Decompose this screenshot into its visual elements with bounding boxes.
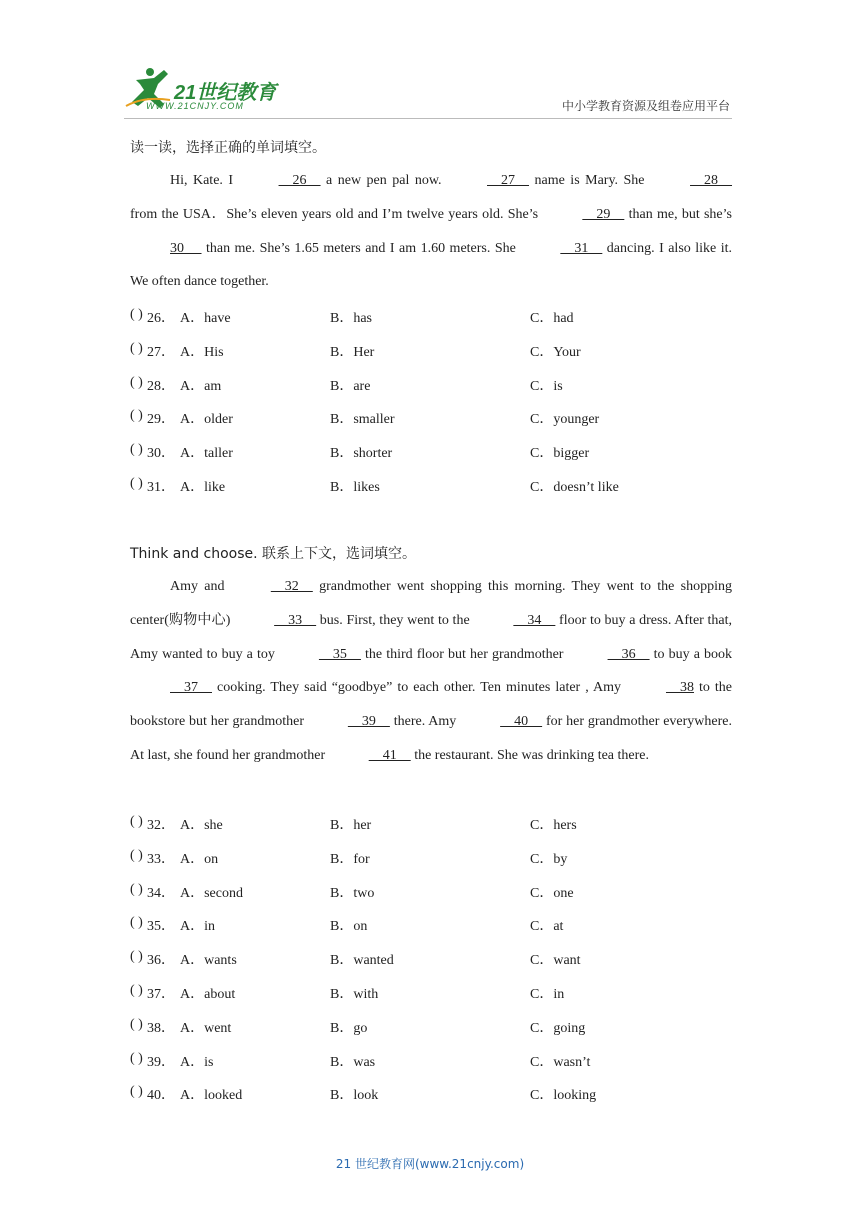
answer-paren: ( ) xyxy=(130,442,143,458)
answer-blank: 35 xyxy=(318,646,361,662)
question-number: 38． xyxy=(147,1020,175,1036)
answer-paren: ( ) xyxy=(130,949,143,965)
passage-text: to the bookstore but her grandmother xyxy=(130,680,733,730)
option-b: B．look xyxy=(330,1088,379,1104)
question-number: 40． xyxy=(147,1088,175,1104)
option-a: A．am xyxy=(180,378,222,394)
option-b: B．shorter xyxy=(330,446,393,462)
option-b: B．likes xyxy=(330,480,380,495)
header-platform-text: 中小学教育资源及组卷应用平台 xyxy=(561,99,730,113)
question-number: 27． xyxy=(147,344,175,360)
answer-paren: ( ) xyxy=(130,340,143,356)
option-b: B．wanted xyxy=(330,953,394,969)
passage-text: than me, but she’s xyxy=(624,206,732,222)
answer-paren: ( ) xyxy=(130,881,143,897)
question-number: 32． xyxy=(147,818,175,833)
option-a: A．taller xyxy=(180,446,233,462)
answer-paren: ( ) xyxy=(130,408,143,424)
option-c: C．want xyxy=(530,953,581,969)
answer-blank: 38 xyxy=(665,680,694,696)
question-row xyxy=(130,983,732,1003)
passage-text: grandmother went shopping this morning. They went to the shopping center(购物中心) xyxy=(130,579,732,628)
option-a: A．have xyxy=(180,311,231,326)
question-row xyxy=(130,1084,732,1104)
answer-paren: ( ) xyxy=(130,307,143,322)
option-c: C．bigger xyxy=(530,446,590,462)
option-c: C．going xyxy=(530,1020,586,1036)
option-b: B．Her xyxy=(330,344,375,360)
answer-blank: 26 xyxy=(278,173,321,188)
option-c: C．wasn’t xyxy=(530,1054,591,1070)
option-c: C．younger xyxy=(530,412,600,428)
question-row xyxy=(130,442,732,462)
question-row xyxy=(130,307,732,327)
question-number: 30． xyxy=(147,446,175,462)
question-row xyxy=(130,341,732,361)
logo-title: 21世纪教育 xyxy=(174,82,277,104)
question-number: 37． xyxy=(147,987,175,1002)
option-c: C．Your xyxy=(530,344,581,360)
answer-paren: ( ) xyxy=(130,476,143,491)
option-b: B．was xyxy=(330,1054,376,1070)
question-row xyxy=(130,1051,732,1071)
passage-text: Amy and xyxy=(170,579,231,594)
option-a: A．went xyxy=(180,1020,232,1036)
option-a: A．about xyxy=(180,987,236,1002)
header-divider xyxy=(124,118,732,119)
answer-blank: 31 xyxy=(560,240,603,256)
site-logo xyxy=(124,66,294,116)
answer-paren: ( ) xyxy=(130,915,143,931)
section1-instruction: 读一读，选择正确的单词填空。 xyxy=(130,140,326,156)
question-number: 39． xyxy=(147,1054,175,1070)
answer-blank: 37 xyxy=(170,680,212,696)
question-row xyxy=(130,1017,732,1037)
option-b: B．for xyxy=(330,851,370,867)
option-c: C．in xyxy=(530,987,565,1002)
option-b: B．with xyxy=(330,987,379,1002)
question-row xyxy=(130,814,732,834)
question-number: 34． xyxy=(147,885,175,901)
option-a: A．second xyxy=(180,885,243,901)
answer-blank: 29 xyxy=(582,206,625,222)
option-a: A．wants xyxy=(180,953,237,969)
option-b: B．two xyxy=(330,885,375,901)
question-row xyxy=(130,375,732,395)
answer-blank: 32 xyxy=(270,579,313,594)
passage-text: dancing. I also like it. We often dance together. xyxy=(130,240,732,290)
option-b: B．has xyxy=(330,311,372,326)
option-c: C．one xyxy=(530,885,574,901)
section1-passage xyxy=(130,164,732,299)
answer-paren: ( ) xyxy=(130,1016,143,1032)
question-number: 29． xyxy=(147,412,175,428)
option-b: B．on xyxy=(330,919,368,935)
option-b: B．smaller xyxy=(330,412,395,428)
option-c: C．doesn’t like xyxy=(530,480,619,495)
option-a: A．like xyxy=(180,480,226,495)
option-c: C．by xyxy=(530,851,568,867)
option-a: A．His xyxy=(180,344,224,360)
option-a: A．in xyxy=(180,919,215,935)
option-c: C．had xyxy=(530,311,574,326)
option-b: B．go xyxy=(330,1020,368,1036)
passage-text: there. Amy xyxy=(389,714,461,730)
question-number: 35． xyxy=(147,919,175,935)
answer-paren: ( ) xyxy=(130,1084,143,1100)
option-b: B．are xyxy=(330,378,371,394)
answer-blank: 33 xyxy=(274,612,317,628)
passage-text: for her grandmother everywhere. At last, she found her grandmother xyxy=(130,714,732,763)
answer-paren: ( ) xyxy=(130,983,143,998)
passage-text: a new pen pal now. xyxy=(320,173,448,188)
passage-text: to buy a book xyxy=(649,646,732,662)
answer-paren: ( ) xyxy=(130,814,143,829)
answer-blank: 36 xyxy=(607,646,650,662)
answer-blank: 34 xyxy=(513,612,556,628)
answer-blank: 28 xyxy=(690,173,733,188)
passage-text: from the USA．She’s eleven years old and I’m twelve years old. She’s xyxy=(130,206,543,222)
answer-paren: ( ) xyxy=(130,374,143,390)
answer-blank: 39 xyxy=(347,714,390,730)
option-a: A．on xyxy=(180,851,219,867)
passage-text: floor to buy a dress. After that, Amy wanted to buy a toy xyxy=(130,612,732,662)
option-b: B．her xyxy=(330,818,372,833)
option-a: A．she xyxy=(180,818,223,833)
passage-text: the restaurant. She was drinking tea there. xyxy=(410,747,649,763)
question-row xyxy=(130,408,732,428)
answer-blank: 40 xyxy=(500,714,543,730)
passage-text: than me. She’s 1.65 meters and I am 1.60 meters. She xyxy=(201,240,521,256)
passage-text: the third floor but her grandmother xyxy=(360,646,568,662)
question-number: 28． xyxy=(147,378,175,394)
logo-url: WWW.21CNJY.COM xyxy=(146,101,244,111)
option-c: C．at xyxy=(530,919,564,935)
question-number: 33． xyxy=(147,851,175,867)
answer-blank: 41 xyxy=(368,747,411,763)
question-row xyxy=(130,949,732,969)
option-c: C．is xyxy=(530,378,563,394)
question-row xyxy=(130,476,732,496)
question-row xyxy=(130,848,732,868)
section2-passage xyxy=(130,570,732,773)
option-c: C．hers xyxy=(530,818,577,833)
question-number: 26． xyxy=(147,311,175,326)
answer-paren: ( ) xyxy=(130,847,143,863)
passage-text: Hi, Kate. I xyxy=(170,173,239,188)
passage-text: bus. First, they went to the xyxy=(316,612,474,628)
passage-text: cooking. They said “goodbye” to each other. Ten minutes later , Amy xyxy=(212,680,626,696)
question-row xyxy=(130,882,732,902)
option-a: A．looked xyxy=(180,1088,243,1104)
passage-text: name is Mary. She xyxy=(529,173,651,188)
option-a: A．older xyxy=(180,412,233,428)
section2-instruction: Think and choose. 联系上下文，选词填空。 xyxy=(130,546,417,562)
answer-paren: ( ) xyxy=(130,1050,143,1066)
answer-blank: 30 xyxy=(170,240,202,256)
answer-blank: 27 xyxy=(487,173,530,188)
footer-text: 21 世纪教育网(www.21cnjy.com) xyxy=(335,1157,525,1171)
option-a: A．is xyxy=(180,1054,214,1070)
option-c: C．looking xyxy=(530,1088,597,1104)
question-number: 36． xyxy=(147,953,175,969)
question-row xyxy=(130,915,732,935)
question-number: 31． xyxy=(147,480,175,495)
